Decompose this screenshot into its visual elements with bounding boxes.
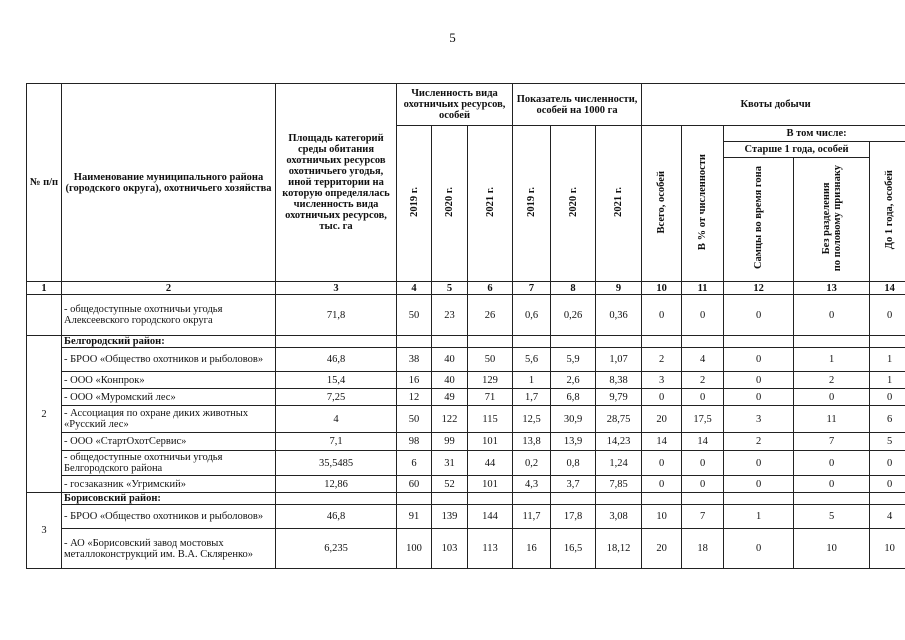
header-quotas: Квоты добычи — [642, 84, 905, 126]
table-row: - общедоступные охотничьи угодья Алексеевского городского округа 71,8 50 23 26 0,6 0,26 0,36 0 0 0 0 0 — [27, 295, 905, 336]
table-row: - общедоступные охотничьи угодья Белгородского района 35,5485 6 31 44 0,2 0,8 1,24 0 0 0 0 0 — [27, 451, 905, 476]
table-row: - ООО «СтартОхотСервис» 7,1 98 99 101 13,8 13,9 14,23 14 14 2 7 5 — [27, 433, 905, 451]
header-pop-2021: 2021 г. — [468, 126, 513, 282]
page-number: 5 — [449, 30, 456, 45]
header-area: Площадь категорий среды обитания охотничьих ресурсов охотничьего угодья, иной территории на которую определялась численность вида охотничьих ресурсов, тыс. га — [276, 84, 397, 282]
header-older: Старше 1 года, особей — [724, 142, 870, 158]
group-title: Борисовский район: — [62, 493, 276, 505]
header-den-2019: 2019 г. — [513, 126, 551, 282]
header-percent: В % от численности — [682, 126, 724, 282]
table-row: - БРОО «Общество охотников и рыболовов» 46,8 38 40 50 5,6 5,9 1,07 2 4 0 1 1 — [27, 348, 905, 372]
table-row: - ООО «Муромский лес» 7,25 12 49 71 1,7 6,8 9,79 0 0 0 0 0 — [27, 389, 905, 406]
header-total: Всего, особей — [642, 126, 682, 282]
header-no-sex: Без разделения по половому признаку — [794, 158, 870, 282]
table-row: - ООО «Конпрок» 15,4 16 40 129 1 2,6 8,38 3 2 0 2 1 — [27, 372, 905, 389]
group-title-row — [27, 336, 905, 348]
group-title: Белгородский район: — [62, 336, 276, 348]
header-pop-2020: 2020 г. — [432, 126, 468, 282]
header-including: В том числе: — [724, 126, 905, 142]
table-row: - БРОО «Общество охотников и рыболовов» 46,8 91 139 144 11,7 17,8 3,08 10 7 1 5 4 — [27, 505, 905, 529]
header-name: Наименование муниципального района (городского округа), охотничьего хозяйства — [62, 84, 276, 282]
header-number: № п/п — [27, 84, 62, 282]
header-population: Численность вида охотничьих ресурсов, особей — [397, 84, 513, 126]
column-numbers-row: 1 2 3 4 5 6 7 8 9 10 11 12 13 14 — [27, 282, 905, 295]
header-den-2021: 2021 г. — [596, 126, 642, 282]
table-row: - Ассоциация по охране диких животных «Русский лес» 4 50 122 115 12,5 30,9 28,75 20 17,5 3 11 6 — [27, 406, 905, 433]
header-under1: До 1 года, особей — [870, 142, 905, 282]
header-density: Показатель численности, особей на 1000 га — [513, 84, 642, 126]
header-den-2020: 2020 г. — [551, 126, 596, 282]
header-pop-2019: 2019 г. — [397, 126, 432, 282]
hunting-quota-table — [26, 83, 905, 569]
group-number: 3 — [27, 493, 62, 569]
group-number: 2 — [27, 336, 62, 493]
group-title-row — [27, 493, 905, 505]
table-row: - госзаказник «Угримский» 12,86 60 52 101 4,3 3,7 7,85 0 0 0 0 0 — [27, 476, 905, 493]
header-males-rut: Самцы во время гона — [724, 158, 794, 282]
table-row: - АО «Борисовский завод мостовых металлоконструкций им. В.А. Скляренко» 6,235 100 103 113 16 16,5 18,12 20 18 0 10 10 — [27, 529, 905, 569]
